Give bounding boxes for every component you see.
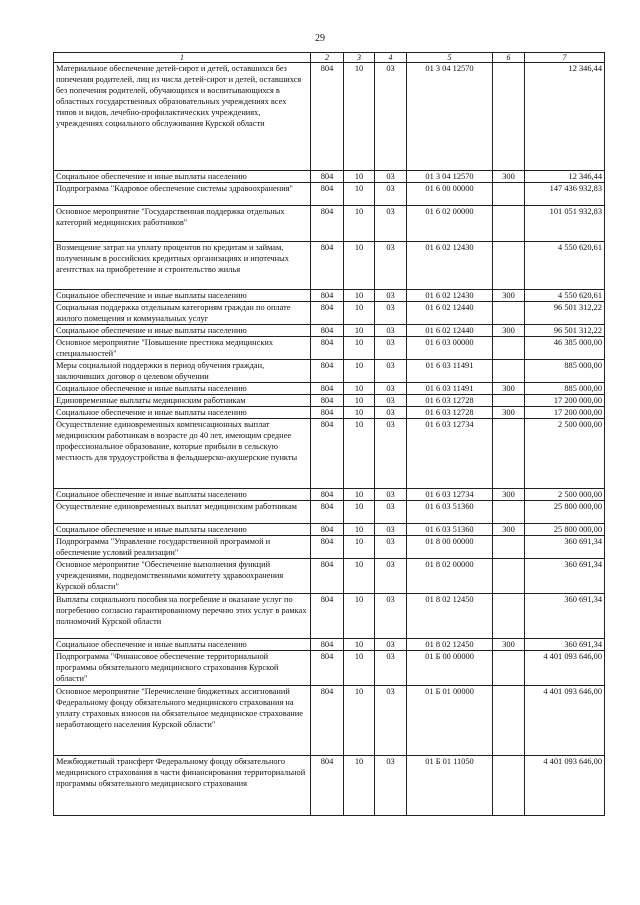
row-amount: 101 051 932,83 xyxy=(525,206,605,242)
row-description: Социальное обеспечение и иные выплаты населению xyxy=(54,524,311,536)
header-col-6: 6 xyxy=(493,53,525,63)
row-description: Социальное обеспечение и иные выплаты населению xyxy=(54,325,311,337)
row-amount: 17 200 000,00 xyxy=(525,395,605,407)
row-target-article: 01 3 04 12570 xyxy=(407,63,493,171)
row-amount: 96 501 312,22 xyxy=(525,302,605,325)
row-section: 10 xyxy=(344,183,375,206)
table-row xyxy=(54,501,605,524)
row-description: Социальная поддержка отдельным категориям граждан по оплате жилого помещения и коммунальных услуг xyxy=(54,302,311,325)
row-amount: 885 000,00 xyxy=(525,383,605,395)
row-section: 10 xyxy=(344,419,375,489)
row-description: Основное мероприятие "Государственная поддержка отдельных категорий медицинских работников" xyxy=(54,206,311,242)
table-row xyxy=(54,360,605,383)
row-target-article: 01 6 03 12728 xyxy=(407,395,493,407)
row-expense-type xyxy=(493,501,525,524)
row-description: Единовременные выплаты медицинским работникам xyxy=(54,395,311,407)
row-expense-type xyxy=(493,337,525,360)
row-target-article: 01 6 02 12440 xyxy=(407,325,493,337)
row-amount: 96 501 312,22 xyxy=(525,325,605,337)
row-amount: 12 346,44 xyxy=(525,63,605,171)
row-target-article: 01 6 03 12734 xyxy=(407,419,493,489)
row-amount: 360 691,34 xyxy=(525,594,605,639)
table-row xyxy=(54,395,605,407)
row-expense-type: 300 xyxy=(493,489,525,501)
row-amount: 360 691,34 xyxy=(525,559,605,594)
row-subsection: 03 xyxy=(375,594,407,639)
row-target-article: 01 6 03 51360 xyxy=(407,524,493,536)
row-code-grbs: 804 xyxy=(311,407,344,419)
row-target-article: 01 Б 01 00000 xyxy=(407,686,493,756)
row-amount: 4 550 620,61 xyxy=(525,290,605,302)
row-code-grbs: 804 xyxy=(311,489,344,501)
row-description: Подпрограмма "Управление государственной программой и обеспечение условий реализации" xyxy=(54,536,311,559)
row-description: Социальное обеспечение и иные выплаты населению xyxy=(54,407,311,419)
row-amount: 2 500 000,00 xyxy=(525,419,605,489)
table-row xyxy=(54,686,605,756)
row-subsection: 03 xyxy=(375,171,407,183)
row-subsection: 03 xyxy=(375,536,407,559)
row-expense-type xyxy=(493,536,525,559)
row-section: 10 xyxy=(344,756,375,816)
row-description: Социальное обеспечение и иные выплаты населению xyxy=(54,290,311,302)
table-row xyxy=(54,171,605,183)
row-target-article: 01 6 00 00000 xyxy=(407,183,493,206)
row-section: 10 xyxy=(344,395,375,407)
row-description: Подпрограмма "Финансовое обеспечение территориальной программы обязательного медицинского страхования Курской области" xyxy=(54,651,311,686)
row-target-article: 01 6 02 12430 xyxy=(407,242,493,290)
row-target-article: 01 8 02 12450 xyxy=(407,639,493,651)
row-section: 10 xyxy=(344,337,375,360)
row-section: 10 xyxy=(344,489,375,501)
header-col-5: 5 xyxy=(407,53,493,63)
row-amount: 4 401 093 646,00 xyxy=(525,651,605,686)
row-code-grbs: 804 xyxy=(311,171,344,183)
row-code-grbs: 804 xyxy=(311,325,344,337)
row-amount: 12 346,44 xyxy=(525,171,605,183)
table-row xyxy=(54,651,605,686)
page-number: 29 xyxy=(315,33,325,44)
table-row xyxy=(54,559,605,594)
row-code-grbs: 804 xyxy=(311,360,344,383)
row-expense-type xyxy=(493,651,525,686)
row-description: Социальное обеспечение и иные выплаты населению xyxy=(54,489,311,501)
table-row xyxy=(54,639,605,651)
row-section: 10 xyxy=(344,302,375,325)
row-section: 10 xyxy=(344,290,375,302)
row-expense-type xyxy=(493,559,525,594)
row-description: Осуществление единовременных выплат медицинским работникам xyxy=(54,501,311,524)
table-row xyxy=(54,206,605,242)
row-description: Основное мероприятие "Повышение престижа медицинских специальностей" xyxy=(54,337,311,360)
row-section: 10 xyxy=(344,242,375,290)
row-subsection: 03 xyxy=(375,639,407,651)
row-amount: 360 691,34 xyxy=(525,536,605,559)
row-subsection: 03 xyxy=(375,651,407,686)
row-subsection: 03 xyxy=(375,559,407,594)
row-code-grbs: 804 xyxy=(311,639,344,651)
table-row xyxy=(54,337,605,360)
row-amount: 25 800 000,00 xyxy=(525,501,605,524)
row-code-grbs: 804 xyxy=(311,524,344,536)
row-code-grbs: 804 xyxy=(311,559,344,594)
header-col-3: 3 xyxy=(344,53,375,63)
row-target-article: 01 6 02 12440 xyxy=(407,302,493,325)
row-amount: 4 401 093 646,00 xyxy=(525,686,605,756)
row-description: Социальное обеспечение и иные выплаты населению xyxy=(54,383,311,395)
row-section: 10 xyxy=(344,536,375,559)
table-row xyxy=(54,290,605,302)
row-section: 10 xyxy=(344,171,375,183)
row-subsection: 03 xyxy=(375,686,407,756)
header-row xyxy=(54,53,605,63)
row-expense-type: 300 xyxy=(493,639,525,651)
row-expense-type xyxy=(493,183,525,206)
table-row xyxy=(54,183,605,206)
row-amount: 25 800 000,00 xyxy=(525,524,605,536)
table-row xyxy=(54,325,605,337)
row-subsection: 03 xyxy=(375,489,407,501)
row-code-grbs: 804 xyxy=(311,290,344,302)
header-col-1: 1 xyxy=(54,53,311,63)
row-code-grbs: 804 xyxy=(311,419,344,489)
table-row xyxy=(54,383,605,395)
row-section: 10 xyxy=(344,524,375,536)
row-section: 10 xyxy=(344,360,375,383)
row-code-grbs: 804 xyxy=(311,686,344,756)
row-description: Меры социальной поддержки в период обучения граждан, заключивших договор о целевом обучении xyxy=(54,360,311,383)
row-description: Основное мероприятие "Обеспечение выполнения функций учреждениями, подведомственными комитету здравоохранения Курской области" xyxy=(54,559,311,594)
row-expense-type xyxy=(493,419,525,489)
row-code-grbs: 804 xyxy=(311,536,344,559)
row-description: Социальное обеспечение и иные выплаты населению xyxy=(54,639,311,651)
row-amount: 147 436 932,83 xyxy=(525,183,605,206)
table-row xyxy=(54,756,605,816)
row-subsection: 03 xyxy=(375,419,407,489)
row-target-article: 01 Б 01 11050 xyxy=(407,756,493,816)
row-target-article: 01 6 03 51360 xyxy=(407,501,493,524)
row-code-grbs: 804 xyxy=(311,594,344,639)
row-target-article: 01 6 03 12728 xyxy=(407,407,493,419)
row-description: Осуществление единовременных компенсационных выплат медицинским работникам в возрасте до 40 лет, имеющим среднее профессиональное образование, которые прибыли в сельскую местность для трудоустройства в фельдшерско-акушерские пункты xyxy=(54,419,311,489)
row-section: 10 xyxy=(344,383,375,395)
row-amount: 17 200 000,00 xyxy=(525,407,605,419)
row-subsection: 03 xyxy=(375,501,407,524)
row-target-article: 01 6 03 00000 xyxy=(407,337,493,360)
row-expense-type: 300 xyxy=(493,407,525,419)
row-section: 10 xyxy=(344,594,375,639)
row-code-grbs: 804 xyxy=(311,63,344,171)
row-target-article: 01 6 02 00000 xyxy=(407,206,493,242)
row-target-article: 01 6 02 12430 xyxy=(407,290,493,302)
row-amount: 2 500 000,00 xyxy=(525,489,605,501)
row-expense-type: 300 xyxy=(493,524,525,536)
row-amount: 46 385 000,00 xyxy=(525,337,605,360)
row-description: Основное мероприятие "Перечисление бюджетных ассигнований Федеральному фонду обязательного медицинского страхования на уплату страховых взносов на обязательное медицинское страхование неработающего населения Курской области" xyxy=(54,686,311,756)
row-section: 10 xyxy=(344,686,375,756)
row-target-article: 01 6 03 11491 xyxy=(407,383,493,395)
row-section: 10 xyxy=(344,206,375,242)
row-description: Подпрограмма "Кадровое обеспечение системы здравоохранения" xyxy=(54,183,311,206)
table-row xyxy=(54,242,605,290)
header-col-4: 4 xyxy=(375,53,407,63)
row-expense-type xyxy=(493,63,525,171)
row-code-grbs: 804 xyxy=(311,302,344,325)
row-code-grbs: 804 xyxy=(311,206,344,242)
row-description: Материальное обеспечение детей-сирот и детей, оставшихся без попечения родителей, лиц из числа детей-сирот и детей, оставшихся без попечения родителей, обучающихся и воспитывающихся в областных государственных образовательных учреждениях всех типов и видов, лечебно-профилактических учреждениях, учреждениях социального обслуживания Курской области xyxy=(54,63,311,171)
row-expense-type xyxy=(493,206,525,242)
header-col-2: 2 xyxy=(311,53,344,63)
row-target-article: 01 6 03 12734 xyxy=(407,489,493,501)
row-expense-type xyxy=(493,360,525,383)
row-section: 10 xyxy=(344,325,375,337)
budget-table xyxy=(53,52,605,816)
table-body xyxy=(54,63,605,816)
row-expense-type xyxy=(493,242,525,290)
table-row xyxy=(54,536,605,559)
row-amount: 885 000,00 xyxy=(525,360,605,383)
row-target-article: 01 8 02 00000 xyxy=(407,559,493,594)
row-subsection: 03 xyxy=(375,360,407,383)
row-expense-type: 300 xyxy=(493,171,525,183)
row-code-grbs: 804 xyxy=(311,337,344,360)
row-subsection: 03 xyxy=(375,524,407,536)
table-row xyxy=(54,489,605,501)
row-code-grbs: 804 xyxy=(311,183,344,206)
row-section: 10 xyxy=(344,639,375,651)
row-subsection: 03 xyxy=(375,383,407,395)
row-target-article: 01 6 03 11491 xyxy=(407,360,493,383)
row-subsection: 03 xyxy=(375,242,407,290)
row-expense-type xyxy=(493,686,525,756)
row-section: 10 xyxy=(344,651,375,686)
row-code-grbs: 804 xyxy=(311,651,344,686)
row-expense-type xyxy=(493,302,525,325)
row-subsection: 03 xyxy=(375,290,407,302)
table-row xyxy=(54,407,605,419)
row-code-grbs: 804 xyxy=(311,756,344,816)
row-code-grbs: 804 xyxy=(311,501,344,524)
row-code-grbs: 804 xyxy=(311,383,344,395)
row-expense-type: 300 xyxy=(493,290,525,302)
row-code-grbs: 804 xyxy=(311,395,344,407)
row-amount: 360 691,34 xyxy=(525,639,605,651)
row-section: 10 xyxy=(344,501,375,524)
row-section: 10 xyxy=(344,407,375,419)
row-subsection: 03 xyxy=(375,325,407,337)
table-row xyxy=(54,594,605,639)
row-subsection: 03 xyxy=(375,183,407,206)
row-expense-type xyxy=(493,756,525,816)
table-row xyxy=(54,524,605,536)
row-amount: 4 550 620,61 xyxy=(525,242,605,290)
row-description: Межбюджетный трансферт Федеральному фонду обязательного медицинского страхования в части финансирования территориальной программы обязательного медицинского страхования xyxy=(54,756,311,816)
row-description: Социальное обеспечение и иные выплаты населению xyxy=(54,171,311,183)
row-expense-type: 300 xyxy=(493,383,525,395)
row-description: Возмещение затрат на уплату процентов по кредитам и займам, полученным в российских кредитных организациях и ипотечных агентствах на приобретение и строительство жилья xyxy=(54,242,311,290)
row-code-grbs: 804 xyxy=(311,242,344,290)
row-subsection: 03 xyxy=(375,63,407,171)
row-target-article: 01 Б 00 00000 xyxy=(407,651,493,686)
row-expense-type xyxy=(493,395,525,407)
row-section: 10 xyxy=(344,559,375,594)
row-expense-type: 300 xyxy=(493,325,525,337)
table-row xyxy=(54,419,605,489)
row-subsection: 03 xyxy=(375,395,407,407)
row-target-article: 01 3 04 12570 xyxy=(407,171,493,183)
row-subsection: 03 xyxy=(375,756,407,816)
row-expense-type xyxy=(493,594,525,639)
row-section: 10 xyxy=(344,63,375,171)
table-row xyxy=(54,63,605,171)
row-subsection: 03 xyxy=(375,337,407,360)
row-description: Выплаты социального пособия на погребение и оказание услуг по погребению согласно гарантированному перечню этих услуг в рамках полномочий Курской области xyxy=(54,594,311,639)
row-amount: 4 401 093 646,00 xyxy=(525,756,605,816)
header-col-7: 7 xyxy=(525,53,605,63)
table-row xyxy=(54,302,605,325)
row-subsection: 03 xyxy=(375,407,407,419)
row-subsection: 03 xyxy=(375,206,407,242)
row-subsection: 03 xyxy=(375,302,407,325)
row-target-article: 01 8 00 00000 xyxy=(407,536,493,559)
row-target-article: 01 8 02 12450 xyxy=(407,594,493,639)
